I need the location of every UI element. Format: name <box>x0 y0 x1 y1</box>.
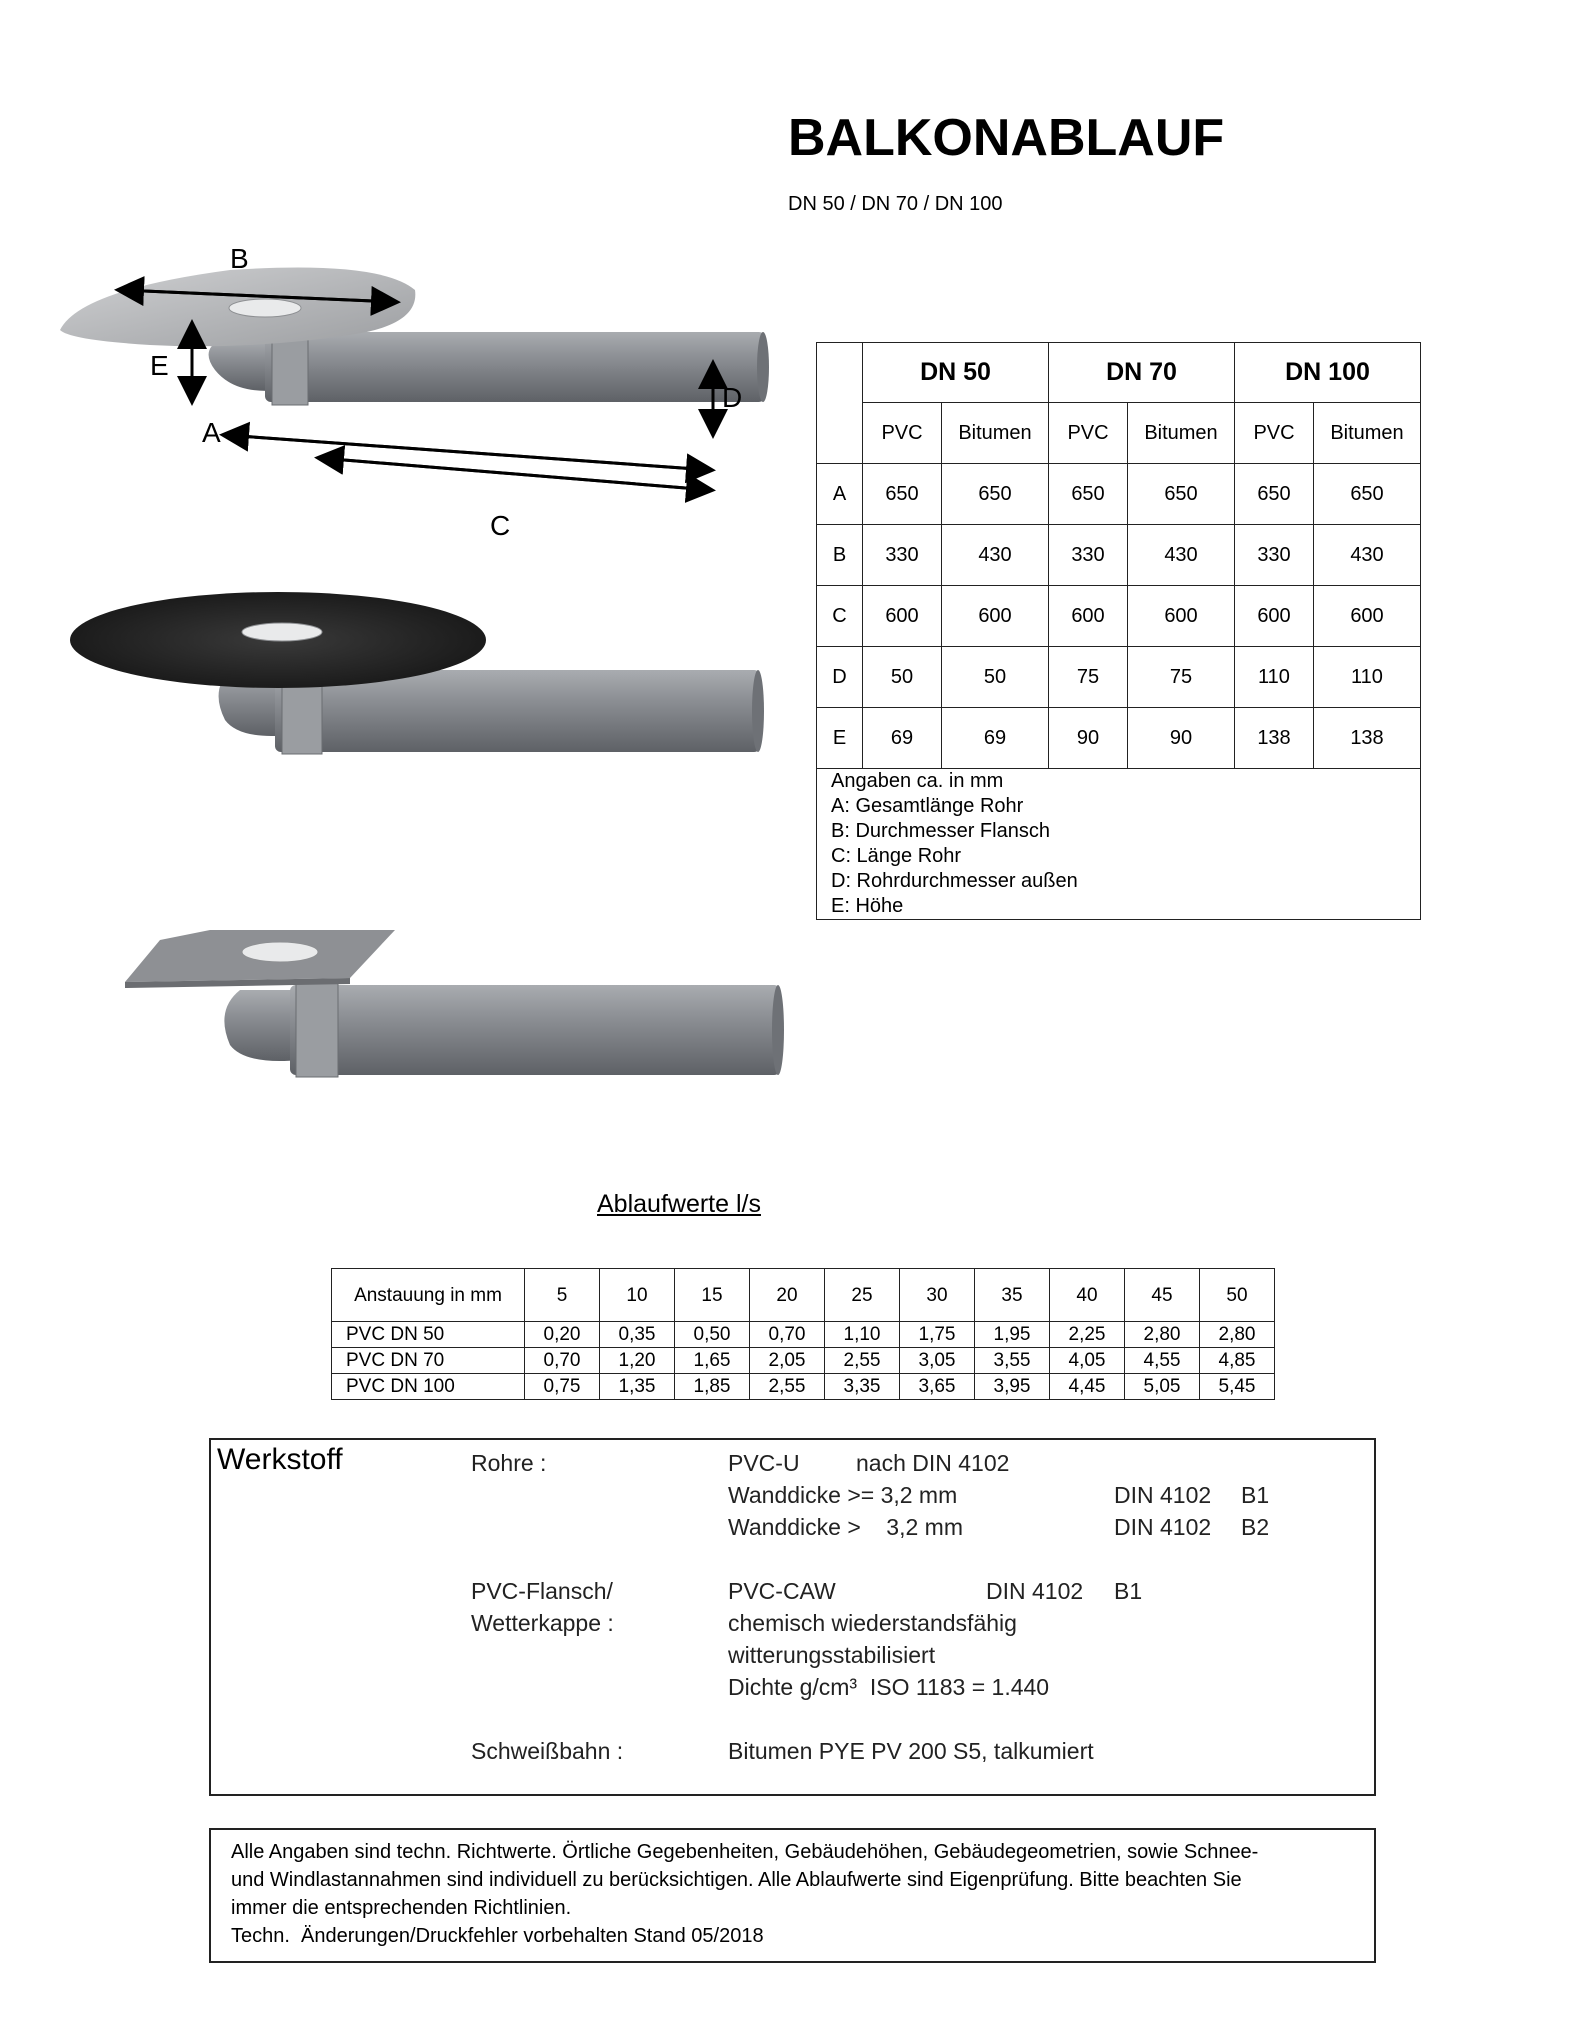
sub-header: Bitumen <box>942 403 1049 464</box>
flow-column-header: 20 <box>750 1269 825 1322</box>
row-label: PVC DN 70 <box>332 1348 525 1374</box>
row-label: PVC DN 50 <box>332 1322 525 1348</box>
row-label: C <box>817 586 863 647</box>
table-cell: 4,05 <box>1050 1348 1125 1374</box>
schweissbahn-value: Bitumen PYE PV 200 S5, talkumiert <box>728 1738 1094 1764</box>
table-cell: 90 <box>1128 708 1235 769</box>
page-subtitle: DN 50 / DN 70 / DN 100 <box>788 193 1003 215</box>
table-cell: 330 <box>863 525 942 586</box>
flow-column-header: 50 <box>1200 1269 1275 1322</box>
wetterkappe-label: Wetterkappe : <box>471 1610 614 1636</box>
table-cell: 5,05 <box>1125 1374 1200 1400</box>
sub-header: Bitumen <box>1314 403 1421 464</box>
table-cell: 600 <box>1049 586 1128 647</box>
flansch-material: PVC-CAW <box>728 1578 836 1604</box>
sub-header: Bitumen <box>1128 403 1235 464</box>
group-header: DN 100 <box>1235 343 1421 403</box>
flansch-property: chemisch wiederstandsfähig <box>728 1610 1017 1636</box>
table-cell: 5,45 <box>1200 1374 1275 1400</box>
table-cell: 110 <box>1314 647 1421 708</box>
table-cell: 138 <box>1235 708 1314 769</box>
table-row <box>817 525 1421 586</box>
table-cell: 0,35 <box>600 1322 675 1348</box>
table-cell: 3,55 <box>975 1348 1050 1374</box>
note-line: D: Rohrdurchmesser außen <box>831 870 1078 892</box>
pvc-flange-drain-image <box>60 268 769 406</box>
table-cell: 330 <box>1049 525 1128 586</box>
sub-header: PVC <box>1049 403 1128 464</box>
table-row <box>817 647 1421 708</box>
table-row <box>817 464 1421 525</box>
table-cell: 4,45 <box>1050 1374 1125 1400</box>
schweissbahn-label: Schweißbahn : <box>471 1738 624 1764</box>
rohre-label: Rohre : <box>471 1450 547 1476</box>
rohre-material: PVC-U <box>728 1450 800 1476</box>
wanddicke-1-class: B1 <box>1241 1482 1270 1508</box>
label-b: B <box>230 243 249 274</box>
table-cell: 75 <box>1128 647 1235 708</box>
flow-corner-header: Anstauung in mm <box>332 1269 525 1322</box>
table-cell: 1,20 <box>600 1348 675 1374</box>
table-row <box>332 1374 1275 1400</box>
dimension-table <box>816 342 1421 920</box>
table-cell: 650 <box>942 464 1049 525</box>
table-cell: 2,80 <box>1125 1322 1200 1348</box>
row-label: PVC DN 100 <box>332 1374 525 1400</box>
table-cell: 4,85 <box>1200 1348 1275 1374</box>
group-header: DN 50 <box>863 343 1049 403</box>
table-cell: 650 <box>1128 464 1235 525</box>
page-title: BALKONABLAUF <box>788 109 1225 167</box>
table-cell: 0,70 <box>525 1348 600 1374</box>
table-row <box>332 1348 1275 1374</box>
table-cell: 650 <box>1314 464 1421 525</box>
note-line: A: Gesamtlänge Rohr <box>831 795 1024 817</box>
flow-heading: Ablaufwerte l/s <box>597 1190 761 1218</box>
wanddicke-2-din: DIN 4102 <box>1114 1514 1212 1540</box>
note-line: Angaben ca. in mm <box>831 770 1004 792</box>
table-cell: 430 <box>1314 525 1421 586</box>
wanddicke-1: Wanddicke >= 3,2 mm <box>728 1482 958 1508</box>
table-cell: 138 <box>1314 708 1421 769</box>
table-cell: 1,65 <box>675 1348 750 1374</box>
table-cell: 330 <box>1235 525 1314 586</box>
note-line: B: Durchmesser Flansch <box>831 820 1050 842</box>
sub-header: PVC <box>1235 403 1314 464</box>
table-cell: 600 <box>1314 586 1421 647</box>
disclaimer-line: immer die entsprechenden Richtlinien. <box>231 1897 572 1919</box>
label-d: D <box>722 382 743 413</box>
disclaimer-line: und Windlastannahmen sind individuell zu berücksichtigen. Alle Ablaufwerte sind Eigenprüfung. Bitte beachten Sie <box>231 1869 1242 1891</box>
row-label: B <box>817 525 863 586</box>
table-cell: 600 <box>863 586 942 647</box>
label-e: E <box>150 350 169 381</box>
flow-column-header: 30 <box>900 1269 975 1322</box>
note-line: E: Höhe <box>831 895 904 917</box>
flow-column-header: 25 <box>825 1269 900 1322</box>
table-cell: 430 <box>1128 525 1235 586</box>
table-cell: 0,20 <box>525 1322 600 1348</box>
table-cell: 2,80 <box>1200 1322 1275 1348</box>
table-cell: 69 <box>863 708 942 769</box>
table-notes <box>817 769 1421 920</box>
flansch-property: Dichte g/cm³ ISO 1183 = 1.440 <box>728 1674 1050 1700</box>
table-cell: 1,35 <box>600 1374 675 1400</box>
table-cell: 110 <box>1235 647 1314 708</box>
flow-table <box>331 1268 1275 1400</box>
sub-header: PVC <box>863 403 942 464</box>
table-row <box>332 1322 1275 1348</box>
table-cell: 75 <box>1049 647 1128 708</box>
table-cell: 69 <box>942 708 1049 769</box>
table-cell: 3,65 <box>900 1374 975 1400</box>
row-label: D <box>817 647 863 708</box>
table-cell: 600 <box>1235 586 1314 647</box>
table-cell: 0,50 <box>675 1322 750 1348</box>
row-label: E <box>817 708 863 769</box>
table-cell: 4,55 <box>1125 1348 1200 1374</box>
table-cell: 650 <box>1049 464 1128 525</box>
material-box <box>209 1438 1376 1796</box>
flow-column-header: 10 <box>600 1269 675 1322</box>
table-row <box>817 708 1421 769</box>
wanddicke-2-class: B2 <box>1241 1514 1270 1540</box>
table-cell: 600 <box>1128 586 1235 647</box>
table-cell: 1,75 <box>900 1322 975 1348</box>
flow-column-header: 40 <box>1050 1269 1125 1322</box>
material-title: Werkstoff <box>217 1443 343 1476</box>
flansch-din: DIN 4102 <box>986 1578 1084 1604</box>
table-cell: 3,35 <box>825 1374 900 1400</box>
flow-column-header: 45 <box>1125 1269 1200 1322</box>
bitumen-flange-drain-image <box>70 592 764 754</box>
table-cell: 0,70 <box>750 1322 825 1348</box>
table-cell: 90 <box>1049 708 1128 769</box>
flansch-class: B1 <box>1114 1578 1143 1604</box>
corner-cell <box>817 343 863 464</box>
label-a: A <box>202 417 221 448</box>
rohre-norm: nach DIN 4102 <box>856 1450 1010 1476</box>
table-cell: 3,95 <box>975 1374 1050 1400</box>
table-cell: 2,05 <box>750 1348 825 1374</box>
table-cell: 650 <box>1235 464 1314 525</box>
label-c: C <box>490 510 511 541</box>
table-cell: 0,75 <box>525 1374 600 1400</box>
wanddicke-2: Wanddicke > 3,2 mm <box>728 1514 963 1540</box>
flansch-label: PVC-Flansch/ <box>471 1578 613 1604</box>
table-cell: 2,55 <box>750 1374 825 1400</box>
table-cell: 2,55 <box>825 1348 900 1374</box>
table-cell: 650 <box>863 464 942 525</box>
flow-column-header: 35 <box>975 1269 1050 1322</box>
table-cell: 3,05 <box>900 1348 975 1374</box>
table-cell: 50 <box>863 647 942 708</box>
table-cell: 1,95 <box>975 1322 1050 1348</box>
table-cell: 1,85 <box>675 1374 750 1400</box>
disclaimer-line: Techn. Änderungen/Druckfehler vorbehalten Stand 05/2018 <box>231 1925 764 1947</box>
table-cell: 50 <box>942 647 1049 708</box>
row-label: A <box>817 464 863 525</box>
flow-column-header: 15 <box>675 1269 750 1322</box>
flow-column-header: 5 <box>525 1269 600 1322</box>
table-cell: 600 <box>942 586 1049 647</box>
disclaimer-line: Alle Angaben sind techn. Richtwerte. Örtliche Gegebenheiten, Gebäudehöhen, Gebäudegeometrien, sowie Schnee- <box>231 1841 1259 1863</box>
note-line: C: Länge Rohr <box>831 845 962 867</box>
table-cell: 1,10 <box>825 1322 900 1348</box>
flansch-property: witterungsstabilisiert <box>728 1642 936 1668</box>
product-illustrations <box>50 230 790 1130</box>
table-cell: 2,25 <box>1050 1322 1125 1348</box>
group-header: DN 70 <box>1049 343 1235 403</box>
table-row <box>817 586 1421 647</box>
disclaimer-box <box>209 1828 1376 1963</box>
table-cell: 430 <box>942 525 1049 586</box>
wanddicke-1-din: DIN 4102 <box>1114 1482 1212 1508</box>
square-flange-drain-image <box>125 930 784 1077</box>
